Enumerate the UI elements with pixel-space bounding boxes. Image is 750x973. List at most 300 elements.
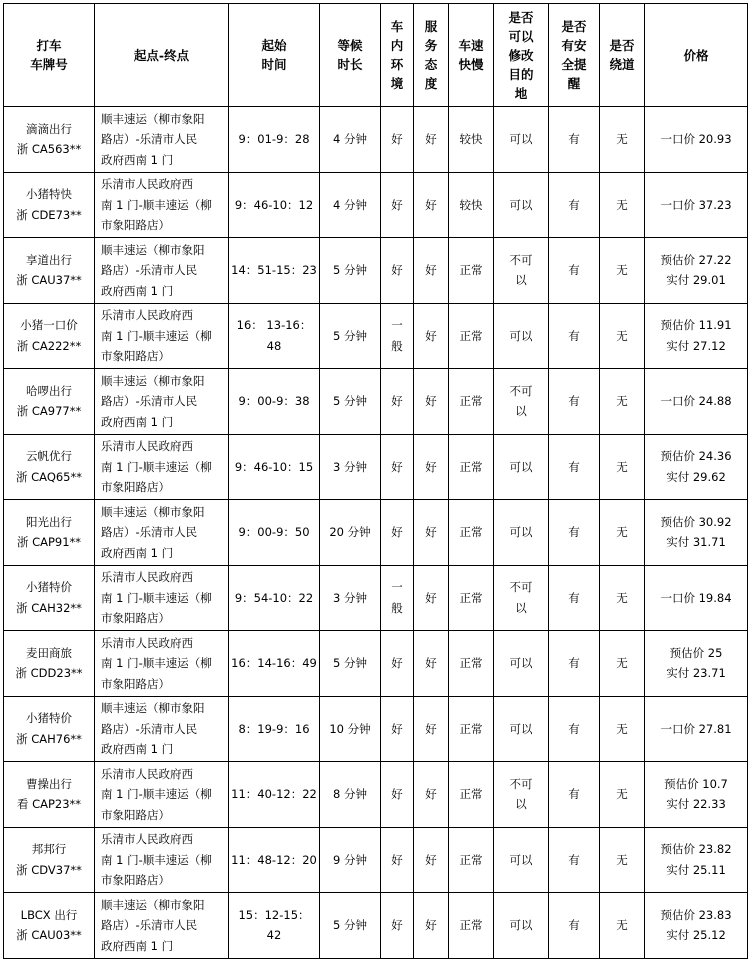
cell-text-line: 预估价 23.82 <box>660 842 732 857</box>
cell-text-line: 以 <box>515 797 527 812</box>
cell-detour <box>600 238 645 304</box>
cell-safety <box>549 238 600 304</box>
column-header-time <box>229 4 320 107</box>
table-row <box>4 696 748 762</box>
cell-env <box>381 434 414 500</box>
cell-text-line: 乐清市人民政府西 <box>101 177 193 191</box>
cell-text-line: 好 <box>425 328 437 343</box>
cell-text-line: 市象阳路店） <box>101 676 170 691</box>
cell-text-line: 打车 <box>36 38 62 53</box>
cell-route <box>95 500 229 566</box>
cell-text-line: 目的 <box>508 66 534 82</box>
table-row <box>4 500 748 566</box>
cell-text-line: 有 <box>568 590 580 605</box>
cell-safety <box>549 500 600 566</box>
cell-text-line: 境 <box>390 76 404 91</box>
cell-env <box>381 762 414 828</box>
cell-text-line: 浙 CAU37** <box>16 273 82 288</box>
cell-text-line: 顺丰速运（柳市象阳 <box>101 897 205 912</box>
cell-text-line: 好 <box>425 721 437 736</box>
cell-text-line: 好 <box>425 656 437 670</box>
table-row <box>4 238 748 304</box>
cell-text-line: 浙 CAH76** <box>16 731 82 746</box>
cell-text-line: 9：00-9：50 <box>238 525 310 539</box>
cell-modify <box>494 303 549 369</box>
cell-text-line: 一 <box>391 580 403 595</box>
cell-text-line: 时间 <box>261 57 287 72</box>
cell-text-line: 好 <box>391 263 403 277</box>
cell-text-line: 乐清市人民政府西 <box>101 439 193 453</box>
cell-text-line: 乐清市人民政府西 <box>101 308 193 322</box>
cell-text-line: 9：46-10：15 <box>234 459 314 474</box>
cell-price <box>645 696 748 762</box>
cell-text-line: 时长 <box>337 57 363 72</box>
cell-time <box>229 434 320 500</box>
cell-env <box>381 238 414 304</box>
table-row <box>4 172 748 238</box>
cell-text-line: 好 <box>425 263 437 277</box>
cell-route <box>95 303 229 369</box>
cell-price <box>645 565 748 631</box>
cell-env <box>381 303 414 369</box>
cell-text-line: 浙 CA977** <box>16 404 82 419</box>
cell-text-line: 快慢 <box>458 57 484 72</box>
column-header-car <box>4 4 95 107</box>
cell-text-line: 16： 13-16：48 <box>236 318 312 353</box>
cell-text-line: 一口价 20.93 <box>660 132 732 146</box>
cell-text-line: 实付 22.33 <box>666 797 726 812</box>
cell-text-line: 乐清市人民政府西 <box>101 766 193 781</box>
cell-text-line: 实付 29.62 <box>666 469 726 484</box>
cell-text-line: 无 <box>616 459 628 474</box>
cell-text-line: 9：00-9：38 <box>238 394 310 408</box>
cell-text-line: 无 <box>616 394 628 408</box>
cell-safety <box>549 107 600 173</box>
cell-price <box>645 827 748 893</box>
cell-wait <box>320 696 381 762</box>
cell-text-line: 市象阳路店） <box>101 873 170 887</box>
cell-text-line: 顺丰速运（柳市象阳 <box>101 242 205 257</box>
cell-text-line: 5 分钟 <box>333 328 367 343</box>
cell-text-line: 5 分钟 <box>333 394 367 408</box>
cell-service <box>414 369 449 435</box>
cell-modify <box>494 696 549 762</box>
column-header-speed <box>449 4 494 107</box>
cell-text-line: 醒 <box>567 76 581 91</box>
cell-text-line: 有 <box>568 459 580 474</box>
cell-car <box>4 893 95 959</box>
cell-text-line: 预估价 11.91 <box>660 318 732 333</box>
cell-text-line: 市象阳路店） <box>101 349 170 363</box>
cell-text-line: 度 <box>424 76 438 91</box>
ride-comparison-table <box>3 3 748 959</box>
cell-text-line: 预估价 30.92 <box>660 514 732 529</box>
table-row <box>4 434 748 500</box>
cell-text-line: 不可 <box>509 580 533 595</box>
cell-safety <box>549 631 600 697</box>
table-row <box>4 303 748 369</box>
cell-text-line: 正常 <box>459 525 483 539</box>
cell-wait <box>320 631 381 697</box>
cell-text-line: 可以 <box>509 197 533 212</box>
cell-text-line: 9：54-10：22 <box>234 590 314 605</box>
cell-text-line: 浙 CA222** <box>16 338 82 353</box>
column-header-price <box>645 4 748 107</box>
cell-speed <box>449 434 494 500</box>
cell-detour <box>600 827 645 893</box>
cell-env <box>381 172 414 238</box>
cell-text-line: 不可 <box>509 383 533 398</box>
cell-text-line: 南 1 门-顺丰速运（柳 <box>101 197 212 212</box>
cell-wait <box>320 827 381 893</box>
cell-car <box>4 696 95 762</box>
cell-text-line: 浙 CAP91** <box>16 535 82 550</box>
cell-text-line: 不可 <box>509 776 533 791</box>
cell-time <box>229 107 320 173</box>
cell-route <box>95 238 229 304</box>
cell-modify <box>494 434 549 500</box>
cell-detour <box>600 303 645 369</box>
cell-price <box>645 500 748 566</box>
cell-price <box>645 107 748 173</box>
cell-service <box>414 565 449 631</box>
cell-text-line: 有 <box>568 394 580 408</box>
cell-modify <box>494 631 549 697</box>
cell-detour <box>600 434 645 500</box>
cell-price <box>645 172 748 238</box>
cell-env <box>381 827 414 893</box>
cell-text-line: 有 <box>568 918 580 932</box>
cell-speed <box>449 369 494 435</box>
cell-text-line: 浙 CAQ65** <box>15 469 83 484</box>
cell-service <box>414 631 449 697</box>
cell-speed <box>449 303 494 369</box>
cell-text-line: 好 <box>391 852 403 867</box>
cell-text-line: 预估价 27.22 <box>660 252 732 267</box>
cell-route <box>95 107 229 173</box>
cell-text-line: 市象阳路店） <box>101 611 170 625</box>
cell-text-line: 4 分钟 <box>333 132 367 146</box>
cell-text-line: 5 分钟 <box>333 263 367 277</box>
cell-text-line: 3 分钟 <box>333 590 367 605</box>
cell-text-line: 有 <box>568 328 580 343</box>
cell-route <box>95 762 229 828</box>
cell-text-line: 无 <box>616 197 628 212</box>
cell-text-line: 云帆优行 <box>26 449 72 464</box>
cell-text-line: 邦邦行 <box>31 842 67 857</box>
cell-service <box>414 238 449 304</box>
cell-text-line: 修改 <box>508 47 534 63</box>
cell-time <box>229 172 320 238</box>
cell-text-line: 较快 <box>459 132 483 146</box>
cell-text-line: 好 <box>391 656 403 670</box>
cell-text-line: 一口价 24.88 <box>660 394 732 408</box>
cell-text-line: 预估价 24.36 <box>660 449 732 464</box>
cell-text-line: 15：12-15： 42 <box>238 907 310 943</box>
cell-text-line: 11：48-12：20 <box>231 852 317 867</box>
cell-text-line: 南 1 门-顺丰速运（柳 <box>101 656 212 670</box>
cell-text-line: 有 <box>568 656 580 670</box>
cell-text-line: 环 <box>390 57 404 72</box>
cell-text-line: 好 <box>391 918 403 932</box>
cell-wait <box>320 500 381 566</box>
cell-env <box>381 893 414 959</box>
cell-wait <box>320 238 381 304</box>
column-header-env <box>381 4 414 107</box>
cell-detour <box>600 172 645 238</box>
cell-text-line: 麦田商旅 <box>26 645 72 660</box>
cell-wait <box>320 762 381 828</box>
cell-text-line: 正常 <box>459 328 483 343</box>
cell-route <box>95 434 229 500</box>
cell-detour <box>600 631 645 697</box>
cell-text-line: 般 <box>391 600 403 615</box>
cell-time <box>229 303 320 369</box>
cell-text-line: 有 <box>568 721 580 736</box>
cell-text-line: 顺丰速运（柳市象阳 <box>101 504 205 519</box>
cell-car <box>4 762 95 828</box>
cell-route <box>95 893 229 959</box>
cell-text-line: 可以 <box>509 852 533 867</box>
cell-text-line: 好 <box>391 459 403 474</box>
cell-time <box>229 893 320 959</box>
column-header-wait <box>320 4 381 107</box>
cell-text-line: 有 <box>568 197 580 212</box>
cell-text-line: 浙 CAU03** <box>16 928 82 943</box>
cell-wait <box>320 303 381 369</box>
cell-speed <box>449 631 494 697</box>
cell-text-line: 8：19-9：16 <box>238 721 310 736</box>
cell-time <box>229 631 320 697</box>
cell-text-line: 11：40-12：22 <box>231 787 317 801</box>
cell-text-line: 可以 <box>508 28 534 44</box>
cell-text-line: 态 <box>424 57 438 72</box>
cell-service <box>414 303 449 369</box>
cell-text-line: 浙 CA563** <box>16 142 82 157</box>
cell-text-line: 乐清市人民政府西 <box>101 570 193 584</box>
cell-text-line: 车 <box>390 19 404 34</box>
cell-text-line: 实付 31.71 <box>666 535 726 550</box>
cell-modify <box>494 565 549 631</box>
column-header-modify <box>494 4 549 107</box>
cell-env <box>381 369 414 435</box>
cell-service <box>414 696 449 762</box>
cell-text-line: LBCX 出行 <box>20 907 78 922</box>
document-page <box>3 3 748 959</box>
cell-wait <box>320 893 381 959</box>
cell-text-line: 路店）-乐清市人民 <box>101 263 198 277</box>
cell-detour <box>600 565 645 631</box>
cell-price <box>645 238 748 304</box>
cell-modify <box>494 827 549 893</box>
cell-text-line: 无 <box>616 721 628 736</box>
cell-text-line: 路店）-乐清市人民 <box>101 918 198 932</box>
cell-text-line: 南 1 门-顺丰速运（柳 <box>101 328 212 343</box>
cell-env <box>381 631 414 697</box>
cell-env <box>381 696 414 762</box>
cell-text-line: 一口价 27.81 <box>660 721 732 736</box>
cell-modify <box>494 762 549 828</box>
cell-text-line: 实付 27.12 <box>666 338 726 353</box>
cell-text-line: 正常 <box>459 394 483 408</box>
cell-speed <box>449 172 494 238</box>
cell-text-line: 无 <box>616 132 628 146</box>
cell-text-line: 顺丰速运（柳市象阳 <box>101 701 205 715</box>
cell-speed <box>449 107 494 173</box>
table-header <box>4 4 748 107</box>
cell-text-line: 3 分钟 <box>333 459 367 474</box>
cell-text-line: 政府西南 1 门 <box>101 938 174 953</box>
cell-car <box>4 827 95 893</box>
cell-text-line: 好 <box>425 918 437 932</box>
cell-text-line: 预估价 25 <box>669 645 723 660</box>
cell-text-line: 无 <box>616 328 628 343</box>
cell-safety <box>549 434 600 500</box>
cell-text-line: 正常 <box>459 721 483 736</box>
cell-text-line: 预估价 10.7 <box>664 776 728 791</box>
cell-text-line: 享道出行 <box>26 252 72 267</box>
cell-text-line: 以 <box>515 273 527 288</box>
cell-text-line: 实付 29.01 <box>666 273 726 288</box>
cell-route <box>95 172 229 238</box>
cell-text-line: 小猪特价 <box>26 711 72 726</box>
table-row <box>4 893 748 959</box>
cell-modify <box>494 172 549 238</box>
cell-safety <box>549 893 600 959</box>
cell-speed <box>449 238 494 304</box>
cell-speed <box>449 500 494 566</box>
cell-text-line: 20 分钟 <box>329 525 371 539</box>
cell-car <box>4 238 95 304</box>
cell-wait <box>320 172 381 238</box>
cell-text-line: 好 <box>425 459 437 474</box>
cell-safety <box>549 172 600 238</box>
cell-service <box>414 172 449 238</box>
cell-text-line: 一口价 19.84 <box>660 590 732 605</box>
cell-text-line: 无 <box>616 525 628 539</box>
cell-text-line: 政府西南 1 门 <box>101 414 174 429</box>
cell-safety <box>549 303 600 369</box>
cell-time <box>229 369 320 435</box>
cell-text-line: 正常 <box>459 656 483 670</box>
cell-text-line: 曹操出行 <box>26 776 72 791</box>
cell-detour <box>600 696 645 762</box>
cell-text-line: 可以 <box>509 721 533 736</box>
cell-text-line: 有 <box>568 525 580 539</box>
cell-text-line: 可以 <box>509 918 533 932</box>
cell-detour <box>600 369 645 435</box>
cell-car <box>4 631 95 697</box>
cell-price <box>645 762 748 828</box>
cell-modify <box>494 500 549 566</box>
cell-time <box>229 827 320 893</box>
cell-text-line: 正常 <box>459 787 483 801</box>
cell-text-line: 务 <box>424 38 438 53</box>
cell-text-line: 实付 23.71 <box>666 666 726 681</box>
cell-text-line: 乐清市人民政府西 <box>101 832 193 846</box>
cell-text-line: 好 <box>391 197 403 212</box>
cell-price <box>645 893 748 959</box>
cell-route <box>95 369 229 435</box>
cell-text-line: 好 <box>391 525 403 539</box>
cell-text-line: 好 <box>425 787 437 801</box>
cell-text-line: 一口价 37.23 <box>660 197 732 212</box>
cell-safety <box>549 762 600 828</box>
cell-text-line: 南 1 门-顺丰速运（柳 <box>101 590 212 605</box>
cell-text-line: 可以 <box>509 132 533 146</box>
cell-service <box>414 434 449 500</box>
cell-text-line: 路店）-乐清市人民 <box>101 525 198 539</box>
cell-text-line: 可以 <box>509 525 533 539</box>
cell-env <box>381 565 414 631</box>
cell-text-line: 实付 25.11 <box>666 862 726 877</box>
cell-price <box>645 369 748 435</box>
cell-text-line: 8 分钟 <box>333 787 367 801</box>
table-row <box>4 369 748 435</box>
cell-text-line: 有 <box>568 852 580 867</box>
table-body <box>4 107 748 959</box>
cell-text-line: 内 <box>390 38 404 53</box>
cell-wait <box>320 107 381 173</box>
cell-text-line: 是否 <box>561 19 587 34</box>
cell-text-line: 无 <box>616 590 628 605</box>
cell-text-line: 滴滴出行 <box>26 121 72 136</box>
cell-speed <box>449 827 494 893</box>
cell-text-line: 全提 <box>561 57 587 72</box>
cell-text-line: 政府西南 1 门 <box>101 742 174 756</box>
cell-text-line: 好 <box>425 132 437 146</box>
cell-text-line: 好 <box>425 197 437 212</box>
table-row <box>4 631 748 697</box>
cell-text-line: 好 <box>425 525 437 539</box>
cell-text-line: 好 <box>425 852 437 867</box>
cell-service <box>414 893 449 959</box>
cell-text-line: 浙 CDD23** <box>15 666 83 681</box>
cell-text-line: 正常 <box>459 590 483 605</box>
cell-text-line: 预估价 23.83 <box>660 907 732 922</box>
cell-text-line: 浙 CAH32** <box>16 600 82 615</box>
cell-speed <box>449 696 494 762</box>
cell-route <box>95 565 229 631</box>
cell-text-line: 路店）-乐清市人民 <box>101 394 198 408</box>
cell-text-line: 价格 <box>683 47 709 63</box>
cell-text-line: 顺丰速运（柳市象阳 <box>101 373 205 388</box>
cell-text-line: 好 <box>425 394 437 408</box>
table-row <box>4 827 748 893</box>
cell-modify <box>494 238 549 304</box>
cell-text-line: 看 CAP23** <box>16 797 82 812</box>
cell-text-line: 市象阳路店） <box>101 218 170 232</box>
cell-price <box>645 434 748 500</box>
column-header-safety <box>549 4 600 107</box>
cell-speed <box>449 893 494 959</box>
cell-text-line: 小猪特快 <box>26 187 72 202</box>
cell-text-line: 浙 CDE73** <box>16 207 82 222</box>
cell-service <box>414 827 449 893</box>
cell-text-line: 有 <box>568 787 580 801</box>
cell-modify <box>494 107 549 173</box>
cell-time <box>229 762 320 828</box>
cell-text-line: 好 <box>425 590 437 605</box>
cell-text-line: 般 <box>391 338 403 353</box>
cell-text-line: 好 <box>391 394 403 408</box>
cell-car <box>4 107 95 173</box>
cell-text-line: 南 1 门-顺丰速运（柳 <box>101 852 212 867</box>
cell-text-line: 南 1 门-顺丰速运（柳 <box>101 787 212 801</box>
cell-text-line: 16：14-16：49 <box>231 656 317 670</box>
cell-text-line: 无 <box>616 263 628 277</box>
cell-text-line: 乐清市人民政府西 <box>101 635 193 650</box>
